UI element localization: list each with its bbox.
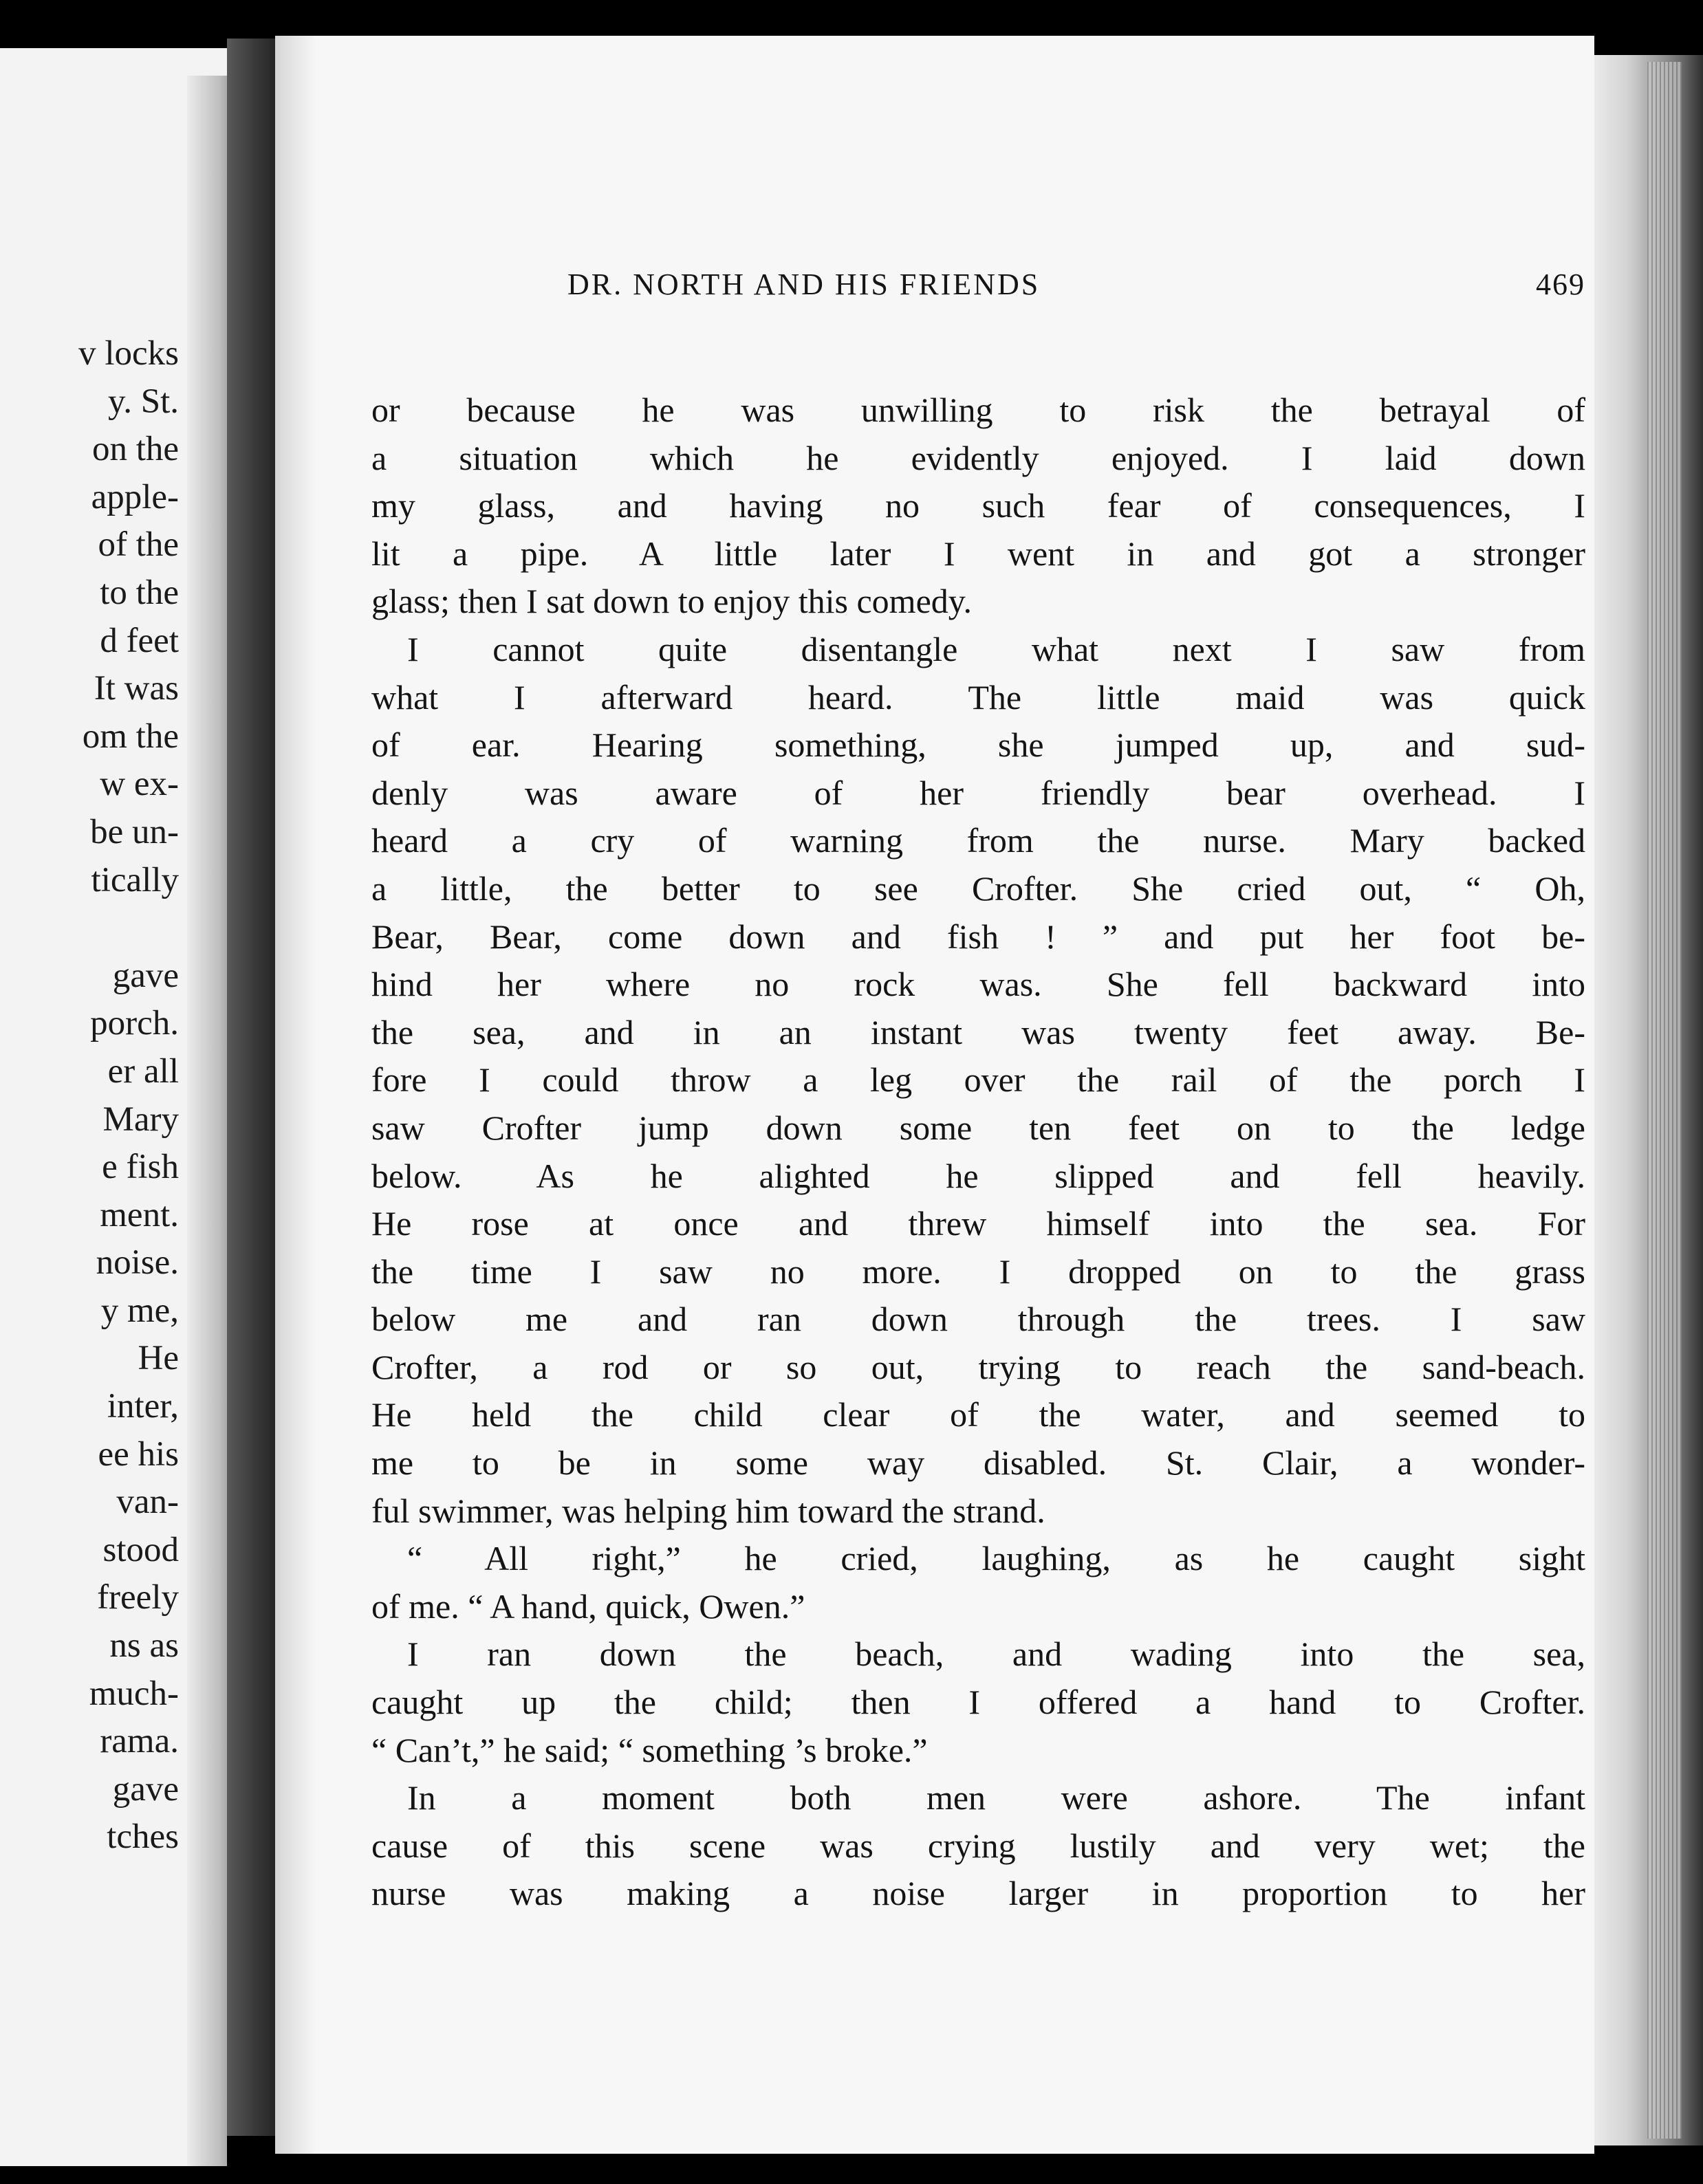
text-line: a situation which he evidently enjoyed. I laid down <box>371 438 1585 477</box>
text-line: below. As he alighted he slipped and fell heavily. <box>371 1156 1585 1195</box>
previous-page-line: ee his <box>98 1434 179 1474</box>
text-line: me to be in some way disabled. St. Clair, a wonder- <box>371 1443 1585 1483</box>
previous-page-line: e fish <box>102 1148 179 1187</box>
previous-page-line: gave <box>112 956 179 995</box>
text-line: “ All right,” he cried, laughing, as he caught sight <box>407 1539 1585 1578</box>
previous-page-line: om the <box>82 717 179 756</box>
previous-page <box>0 48 227 2166</box>
body-text <box>371 386 1585 1918</box>
previous-page-line: It was <box>94 669 179 708</box>
previous-page-line: ns as <box>109 1626 179 1666</box>
previous-page-line: noise. <box>96 1243 179 1282</box>
previous-page-line: apple- <box>91 477 179 516</box>
previous-page-line: w ex- <box>100 765 179 804</box>
text-line: of ear. Hearing something, she jumped up, and sud- <box>371 725 1585 765</box>
text-line: He held the child clear of the water, and seemed to <box>371 1395 1585 1434</box>
text-line: the sea, and in an instant was twenty feet away. Be- <box>371 1012 1585 1051</box>
text-line: cause of this scene was crying lustily and very wet; the <box>371 1826 1585 1865</box>
text-line: below me and ran down through the trees. I saw <box>371 1300 1585 1339</box>
previous-page-line: on the <box>91 430 179 469</box>
text-line: glass; then I sat down to enjoy this comedy. <box>371 582 973 621</box>
text-line: “ Can’t,” he said; “ something ’s broke.” <box>371 1730 928 1769</box>
text-line: fore I could throw a leg over the rail of the porch I <box>371 1060 1585 1100</box>
text-line: of me. “ A hand, quick, Owen.” <box>371 1586 805 1626</box>
text-line: Bear, Bear, come down and fish ! ” and put her foot be- <box>371 917 1585 956</box>
page-stack-lines <box>1647 62 1682 2139</box>
previous-page-text <box>0 330 179 1861</box>
previous-page-line: tically <box>91 860 179 899</box>
text-line: the time I saw no more. I dropped on to the grass <box>371 1252 1585 1291</box>
text-line: or because he was unwilling to risk the betrayal of <box>371 391 1585 429</box>
running-head-title: DR. NORTH AND HIS FRIENDS <box>567 267 1041 301</box>
text-line: heard a cry of warning from the nurse. Mary backed <box>371 821 1585 860</box>
previous-page-line: ment. <box>100 1195 179 1234</box>
previous-page-line: y me, <box>100 1291 179 1330</box>
previous-page-line: porch. <box>90 1004 179 1043</box>
text-line: He rose at once and threw himself into the sea. For <box>371 1204 1585 1243</box>
previous-page-line: much- <box>89 1674 179 1713</box>
previous-page-line: stood <box>102 1530 179 1569</box>
previous-page-line: be un- <box>90 812 179 851</box>
previous-page-line: d feet <box>100 621 179 660</box>
previous-page-line: gave <box>112 1769 179 1809</box>
previous-page-line: er all <box>107 1051 179 1091</box>
previous-page-line: tches <box>107 1817 179 1857</box>
text-line: I ran down the beach, and wading into the sea, <box>407 1635 1585 1674</box>
current-page <box>275 36 1594 2154</box>
previous-page-line: He <box>138 1339 179 1378</box>
page-curve-shadow <box>275 36 316 2154</box>
text-line: saw Crofter jump down some ten feet on to the ledge <box>371 1108 1585 1147</box>
text-line: denly was aware of her friendly bear overhead. I <box>371 773 1585 812</box>
text-line: lit a pipe. A little later I went in and got a stronger <box>371 534 1585 573</box>
previous-page-line: inter, <box>107 1387 179 1426</box>
text-line: In a moment both men were ashore. The infant <box>407 1778 1585 1817</box>
text-line: caught up the child; then I offered a hand to Crofter. <box>371 1683 1585 1722</box>
page-gutter-shadow <box>187 76 227 2166</box>
previous-page-line: v locks <box>78 334 179 373</box>
previous-page-line: Mary <box>102 1100 179 1139</box>
previous-page-line: of the <box>98 525 179 565</box>
running-head <box>567 267 1585 329</box>
text-line: what I afterward heard. The little maid was quick <box>371 677 1585 717</box>
text-line: ful swimmer, was helping him toward the strand. <box>371 1491 1045 1530</box>
previous-page-line <box>0 904 179 952</box>
text-line: I cannot quite disentangle what next I saw from <box>407 629 1585 668</box>
previous-page-line: van- <box>116 1483 179 1522</box>
text-line: a little, the better to see Crofter. She cried out, “ Oh, <box>371 869 1585 908</box>
text-line: Crofter, a rod or so out, trying to reach the sand-beach. <box>371 1347 1585 1386</box>
previous-page-line: rama. <box>100 1722 179 1761</box>
text-line: nurse was making a noise larger in proportion to her <box>371 1874 1585 1913</box>
text-line: hind her where no rock was. She fell backward into <box>371 965 1585 1004</box>
book-binding <box>227 39 282 2136</box>
previous-page-line: to the <box>100 573 179 612</box>
previous-page-line: freely <box>97 1578 179 1617</box>
page-number: 469 <box>1536 267 1585 301</box>
text-line: my glass, and having no such fear of consequences, I <box>371 486 1585 525</box>
previous-page-line: y. St. <box>108 382 179 421</box>
